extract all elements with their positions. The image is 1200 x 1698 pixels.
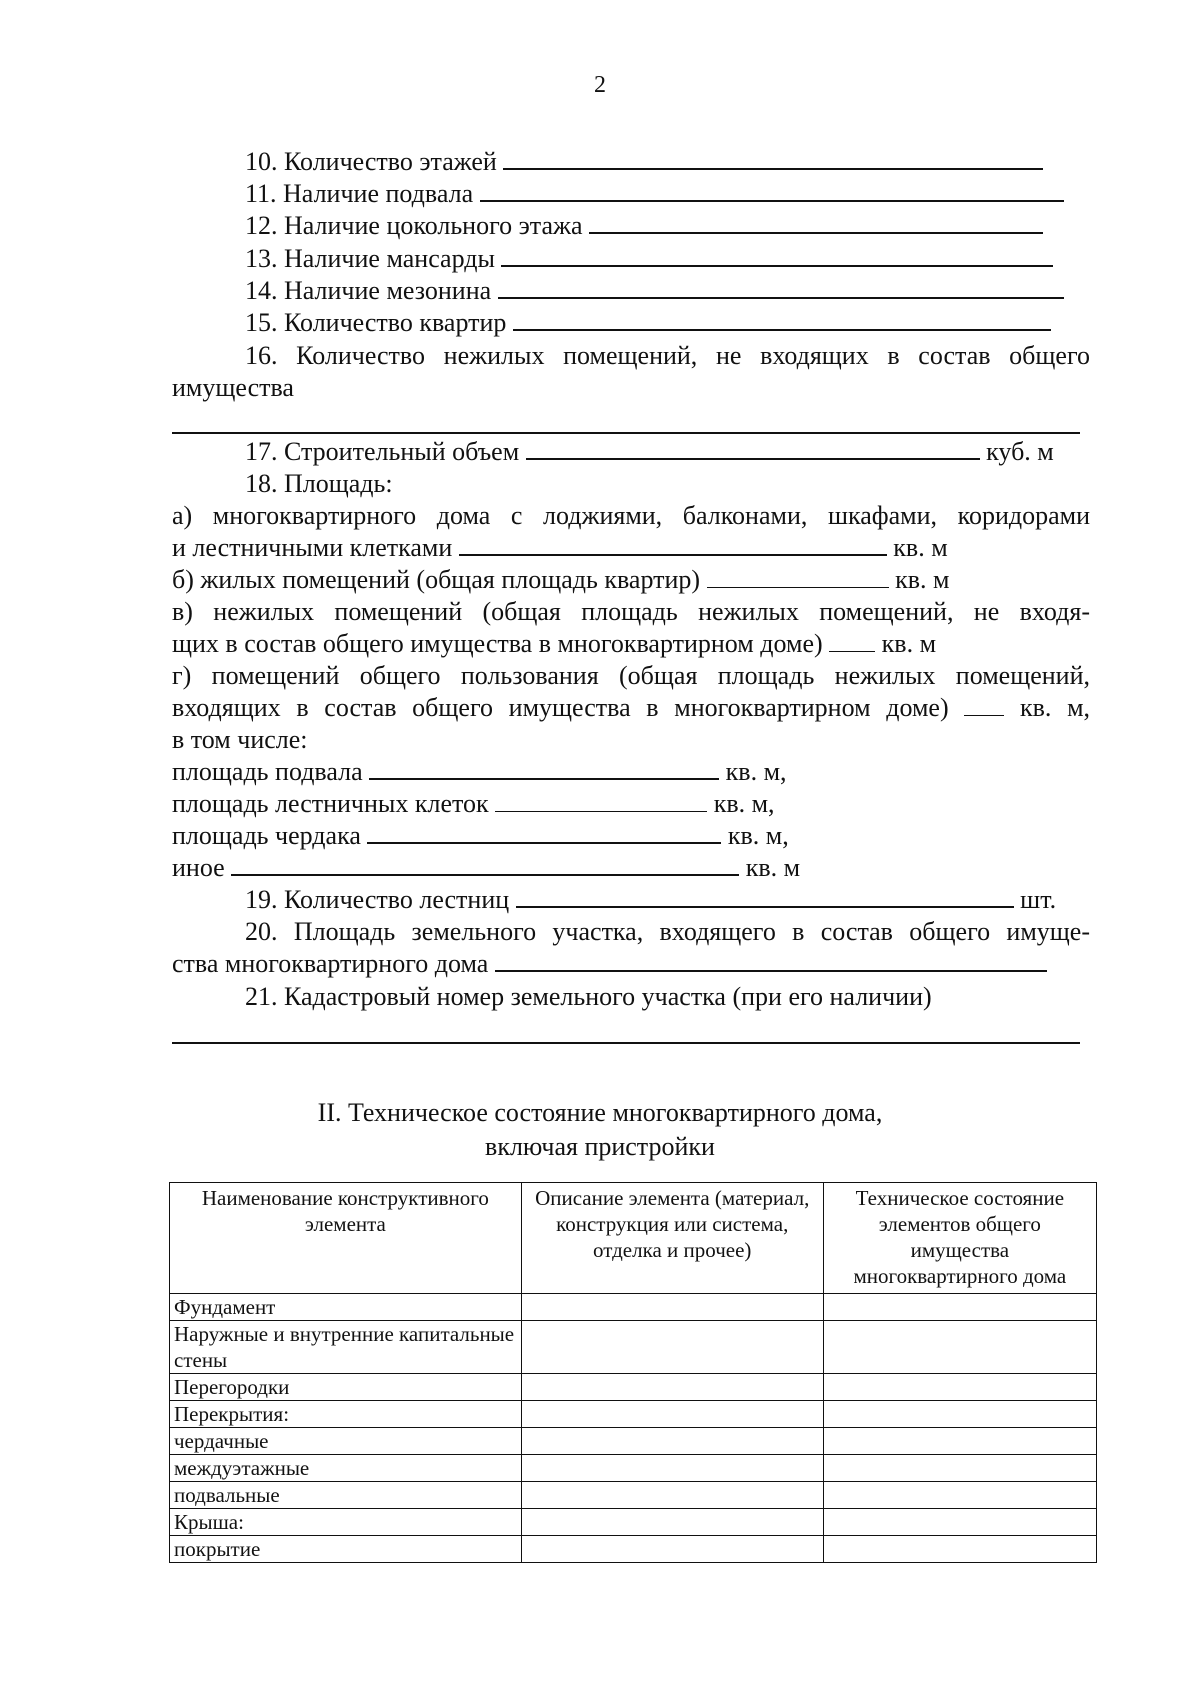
elements-table xyxy=(169,1182,1097,1563)
row-label: Крыша: xyxy=(170,1509,522,1536)
description-cell[interactable] xyxy=(521,1374,823,1401)
condition-cell[interactable] xyxy=(823,1294,1096,1321)
row-label: междуэтажные xyxy=(170,1455,522,1482)
description-cell[interactable] xyxy=(521,1455,823,1482)
description-cell[interactable] xyxy=(521,1294,823,1321)
item-18v-field[interactable] xyxy=(829,629,875,652)
item-12-field[interactable] xyxy=(589,210,1043,234)
item-18b-label: б) жилых помещений (общая площадь квартир) xyxy=(172,565,701,594)
item-18v-unit: кв. м xyxy=(881,629,937,658)
row-label: Фундамент xyxy=(170,1294,522,1321)
item-11-label: 11. Наличие подвала xyxy=(245,179,474,208)
stair-area-field[interactable] xyxy=(495,789,707,812)
section-2-title-line2: включая пристройки xyxy=(485,1132,715,1161)
item-11 xyxy=(245,178,1064,210)
stair-area-row xyxy=(172,788,775,820)
item-17 xyxy=(245,436,1054,468)
item-20-field[interactable] xyxy=(495,948,1047,972)
item-18a-line1: а) многоквартирного дома с лоджиями, балконами, шкафами, коридорами xyxy=(172,501,1090,530)
description-cell[interactable] xyxy=(521,1321,823,1374)
table-header-row xyxy=(170,1183,1097,1294)
table-row xyxy=(170,1536,1097,1563)
row-label: Перегородки xyxy=(170,1374,522,1401)
header-element-name: Наименование конструктивного элемента xyxy=(170,1183,522,1294)
description-cell[interactable] xyxy=(521,1401,823,1428)
header-description: Описание элемента (материал, конструкция или система, отделка и прочее) xyxy=(521,1183,823,1294)
condition-cell[interactable] xyxy=(823,1374,1096,1401)
item-18a-field[interactable] xyxy=(459,532,887,556)
item-15-field[interactable] xyxy=(513,307,1051,331)
table-row xyxy=(170,1455,1097,1482)
condition-cell[interactable] xyxy=(823,1536,1096,1563)
item-10 xyxy=(245,146,1043,178)
attic-area-label: площадь чердака xyxy=(172,821,361,850)
table-row xyxy=(170,1294,1097,1321)
item-18b xyxy=(172,564,949,596)
row-label: покрытие xyxy=(170,1536,522,1563)
other-area-unit: кв. м xyxy=(745,853,801,882)
item-14 xyxy=(245,275,1064,307)
item-18g-line2 xyxy=(172,692,1090,724)
item-21-field[interactable] xyxy=(172,1042,1080,1044)
table-row xyxy=(170,1321,1097,1374)
item-14-label: 14. Наличие мезонина xyxy=(245,276,492,305)
item-21: 21. Кадастровый номер земельного участка (при его наличии) xyxy=(245,982,932,1011)
item-18g-unit: кв. м, xyxy=(1019,693,1091,722)
other-area-field[interactable] xyxy=(231,852,739,876)
item-18v-label: щих в состав общего имущества в многоквартирном доме) xyxy=(172,629,823,658)
item-10-label: 10. Количество этажей xyxy=(245,147,497,176)
item-13-label: 13. Наличие мансарды xyxy=(245,244,495,273)
page-number: 2 xyxy=(594,72,606,98)
condition-cell[interactable] xyxy=(823,1428,1096,1455)
item-20-line1: 20. Площадь земельного участка, входящего в состав общего имуще- xyxy=(245,917,1090,946)
condition-cell[interactable] xyxy=(823,1509,1096,1536)
item-15-label: 15. Количество квартир xyxy=(245,308,507,337)
item-20-line2 xyxy=(172,948,1047,980)
item-17-label: 17. Строительный объем xyxy=(245,437,520,466)
item-12-label: 12. Наличие цокольного этажа xyxy=(245,211,583,240)
item-15 xyxy=(245,307,1051,339)
condition-cell[interactable] xyxy=(823,1321,1096,1374)
basement-area-unit: кв. м, xyxy=(725,757,787,786)
item-18g-label: входящих в состав общего имущества в многоквартирном доме) xyxy=(172,693,949,722)
item-18v-line2 xyxy=(172,628,936,660)
basement-area-label: площадь подвала xyxy=(172,757,363,786)
item-14-field[interactable] xyxy=(498,275,1064,299)
attic-area-unit: кв. м, xyxy=(727,821,789,850)
condition-cell[interactable] xyxy=(823,1455,1096,1482)
description-cell[interactable] xyxy=(521,1428,823,1455)
item-18: 18. Площадь: xyxy=(245,469,393,498)
section-2-title-line1: II. Техническое состояние многоквартирного дома, xyxy=(317,1098,883,1127)
item-20-label: ства многоквартирного дома xyxy=(172,949,489,978)
stair-area-label: площадь лестничных клеток xyxy=(172,789,489,818)
stair-area-unit: кв. м, xyxy=(713,789,775,818)
item-17-unit: куб. м xyxy=(986,437,1054,466)
table-row xyxy=(170,1374,1097,1401)
item-19-unit: шт. xyxy=(1020,885,1057,914)
item-18g-line1: г) помещений общего пользования (общая площадь нежилых помещений, xyxy=(172,661,1090,690)
item-16-line1: 16. Количество нежилых помещений, не входящих в состав общего xyxy=(245,341,1090,370)
row-label: Наружные и внутренние капитальные стены xyxy=(170,1321,522,1374)
item-13 xyxy=(245,243,1053,275)
table-row xyxy=(170,1428,1097,1455)
item-12 xyxy=(245,210,1043,242)
description-cell[interactable] xyxy=(521,1482,823,1509)
item-19-label: 19. Количество лестниц xyxy=(245,885,510,914)
other-area-row xyxy=(172,852,800,884)
item-10-field[interactable] xyxy=(503,146,1043,170)
item-18a-label: и лестничными клетками xyxy=(172,533,453,562)
table-row xyxy=(170,1482,1097,1509)
row-label: Перекрытия: xyxy=(170,1401,522,1428)
item-18v-line1: в) нежилых помещений (общая площадь нежилых помещений, не входя- xyxy=(172,597,1090,626)
item-18b-field[interactable] xyxy=(707,565,889,588)
basement-area-row xyxy=(172,756,787,788)
item-19 xyxy=(245,884,1056,916)
item-17-field[interactable] xyxy=(526,436,980,460)
other-area-label: иное xyxy=(172,853,225,882)
description-cell[interactable] xyxy=(521,1509,823,1536)
item-18b-unit: кв. м xyxy=(895,565,950,594)
condition-cell[interactable] xyxy=(823,1401,1096,1428)
basement-area-field[interactable] xyxy=(369,756,719,780)
attic-area-row xyxy=(172,820,789,852)
item-19-field[interactable] xyxy=(516,884,1014,908)
item-18a-line2 xyxy=(172,532,948,564)
item-13-field[interactable] xyxy=(501,243,1053,267)
item-18g-line3: в том числе: xyxy=(172,725,308,754)
item-18a-unit: кв. м xyxy=(893,533,948,562)
description-cell[interactable] xyxy=(521,1536,823,1563)
attic-area-field[interactable] xyxy=(367,820,721,844)
row-label: подвальные xyxy=(170,1482,522,1509)
row-label: чердачные xyxy=(170,1428,522,1455)
table-row xyxy=(170,1401,1097,1428)
condition-cell[interactable] xyxy=(823,1482,1096,1509)
item-11-field[interactable] xyxy=(480,178,1064,202)
item-16-line2: имущества xyxy=(172,373,294,402)
header-condition: Техническое состояние элементов общего имущества многоквартирного дома xyxy=(823,1183,1096,1294)
item-18g-field[interactable] xyxy=(964,693,1004,716)
table-row xyxy=(170,1509,1097,1536)
item-16-field[interactable] xyxy=(172,432,1080,434)
